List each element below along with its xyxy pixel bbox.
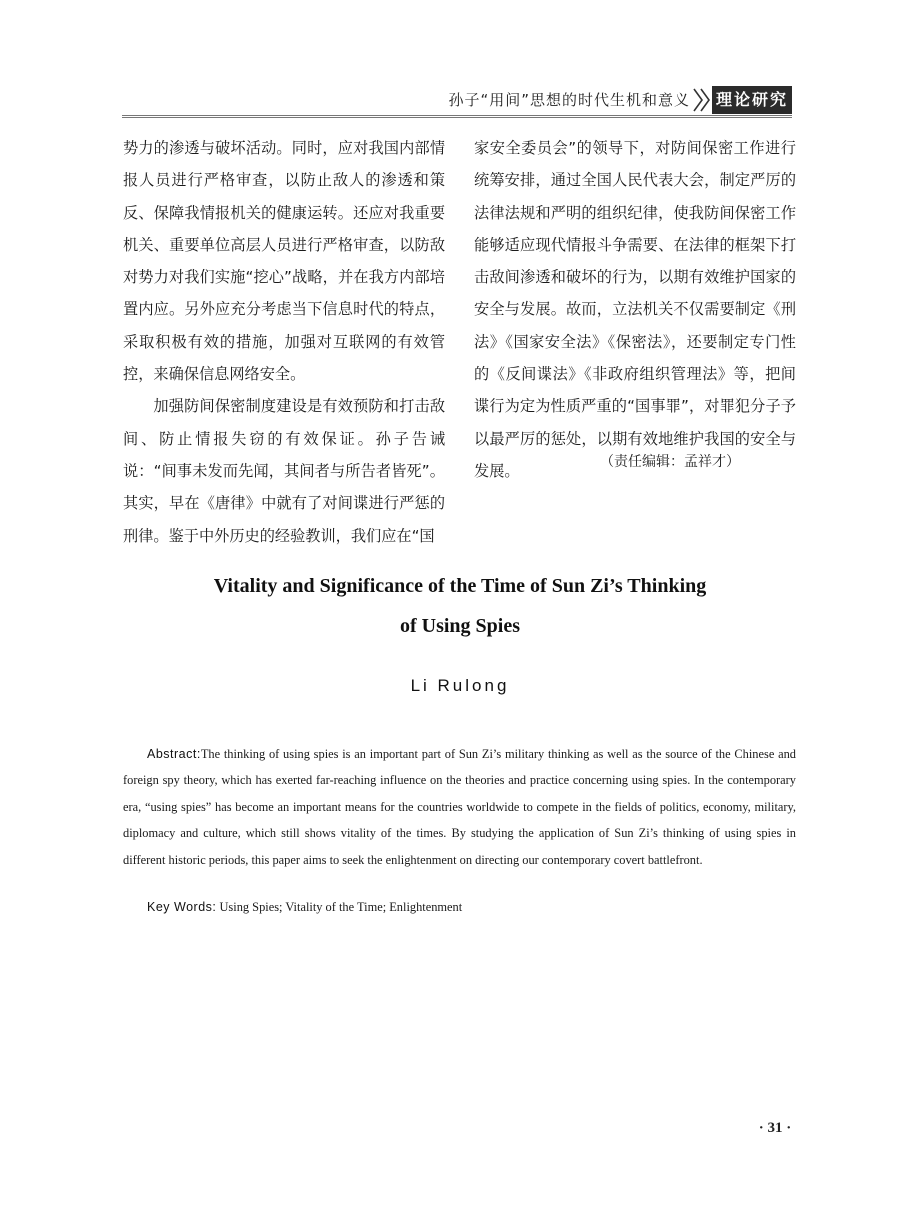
header-divider — [122, 115, 792, 118]
right-column — [474, 132, 796, 487]
section-badge: 理论研究 — [712, 86, 792, 114]
double-chevron-icon — [692, 86, 712, 114]
abstract-label: Abstract: — [147, 747, 201, 761]
body-paragraph: 加强防间保密制度建设是有效预防和打击敌间、防止情报失窃的有效保证。孙子告诫说：“间事未发而先闻，其间者与所告者皆死”。其实，早在《唐律》中就有了对间谍进行严惩的刑律。鉴于中外历史的经验教训，我们应在“国 — [123, 397, 445, 545]
keywords-label: Key Words: — [147, 900, 217, 914]
body-paragraph: 势力的渗透与破坏活动。同时，应对我国内部情报人员进行严格审查，以防止敌人的渗透和策反、保障我情报机关的健康运转。还应对我重要机关、重要单位高层人员进行严格审查，以防敌对势力对我们实施“挖心”战略，并在我方内部培置内应。另外应充分考虑当下信息时代的特点，采取积极有效的措施，加强对互联网的有效管控，来确保信息网络安全。 — [123, 139, 445, 384]
page-number: · 31 · — [758, 1120, 792, 1136]
abstract-text: The thinking of using spies is an important part of Sun Zi’s military thinking as well as the source of the Chinese and foreign spy theory, which has exerted far-reaching influence on the theories and practice concerning using spies. In the contemporary era, “using spies” has become an important means for the countries worldwide to compete in the fields of politics, economy, military, diplomacy and culture, which still shows vitality of the times. By studying the application of Sun Zi’s thinking of using spies in different historic periods, this paper aims to seek the enlightenment on directing our contemporary covert battlefront. — [123, 747, 796, 867]
english-title — [120, 566, 800, 646]
keywords — [147, 895, 787, 919]
english-title-line: Vitality and Significance of the Time of Sun Zi’s Thinking — [213, 575, 707, 597]
english-title-line: of Using Spies — [399, 615, 521, 637]
abstract — [123, 741, 796, 873]
editor-note: （责任编辑：孟祥才） — [600, 454, 740, 470]
author-name: Li Rulong — [410, 676, 510, 695]
body-paragraph: 家安全委员会”的领导下，对防间保密工作进行统筹安排，通过全国人民代表大会，制定严厉的法律法规和严明的组织纪律，使我防间保密工作能够适应现代情报斗争需要、在法律的框架下打击敌间渗透和破坏的行为，以期有效维护国家的安全与发展。故而，立法机关不仅需要制定《刑法》《国家安全法》《保密法》，还要制定专门性的《反间谍法》《非政府组织管理法》等，把间谍行为定为性质严重的“国事罪”，对罪犯分子予以最严厉的惩处，以期有效地维护我国的安全与发展。 — [474, 139, 796, 480]
running-header-title: 孙子“用间”思想的时代生机和意义 — [448, 91, 690, 109]
left-column — [123, 132, 445, 552]
keywords-text: Using Spies; Vitality of the Time; Enlightenment — [219, 900, 463, 914]
